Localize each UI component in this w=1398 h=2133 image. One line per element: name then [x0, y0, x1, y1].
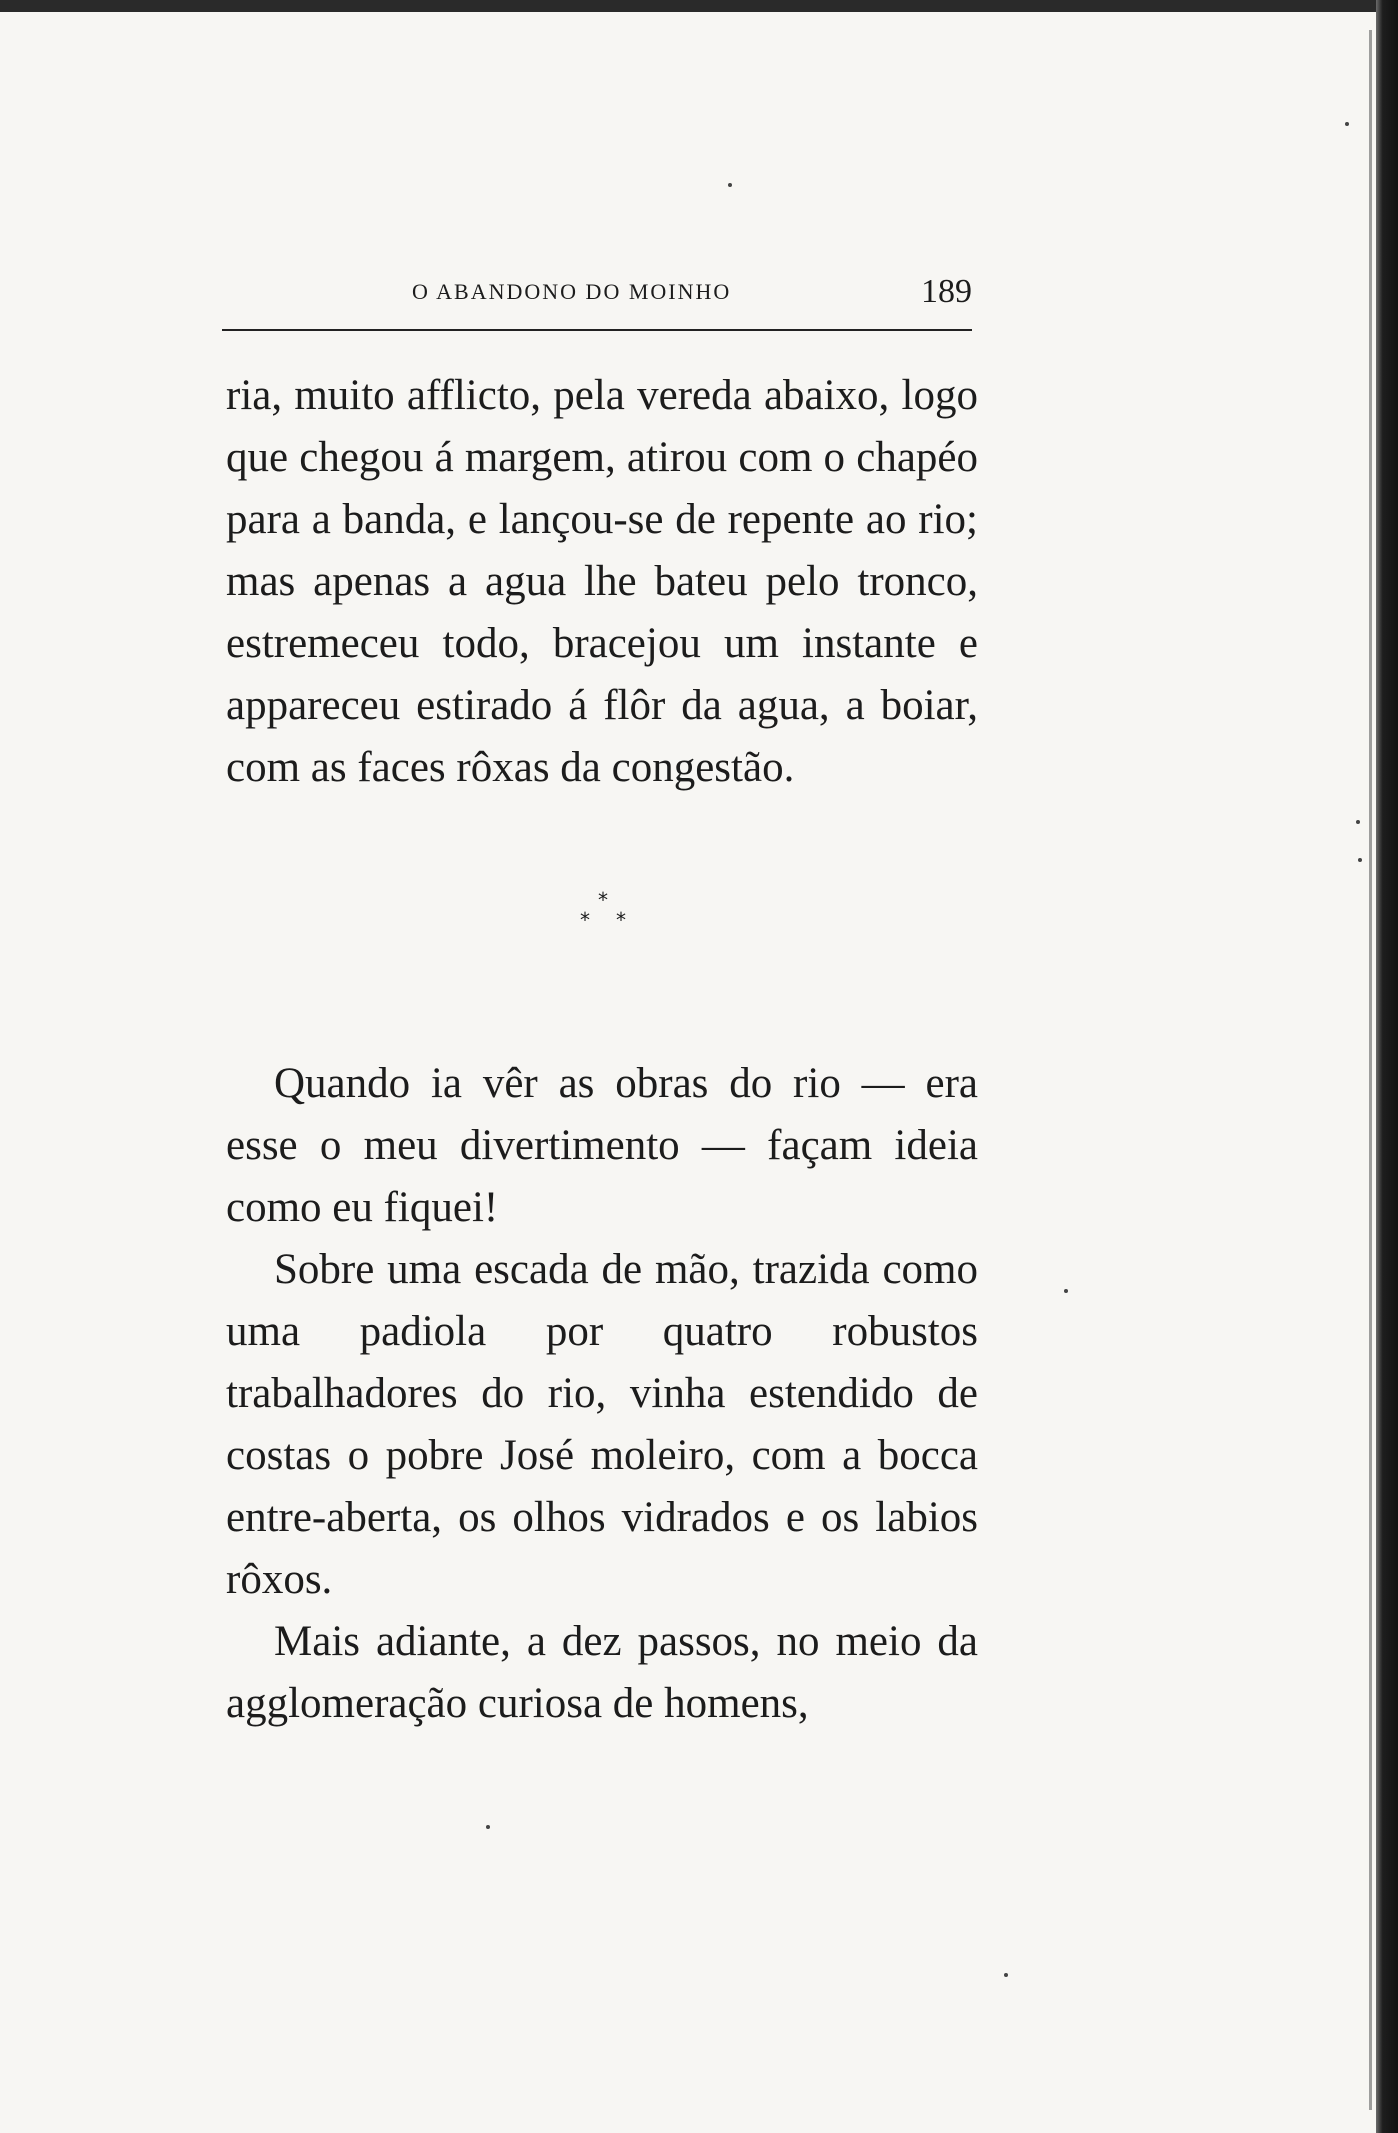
scan-top-border	[0, 0, 1398, 12]
running-title: O ABANDONO DO MOINHO	[412, 279, 732, 304]
scan-speck	[728, 183, 732, 187]
text-block-after-break	[226, 1053, 978, 1735]
header-rule	[222, 329, 972, 331]
asterism-section-break	[570, 886, 650, 942]
running-head	[222, 273, 972, 313]
scan-speck	[1345, 122, 1349, 126]
asterisk-icon: *	[616, 908, 626, 932]
paragraph: Quando ia vêr as obras do rio — era esse o meu divertimento — façam ideia como eu fiquei!	[226, 1060, 978, 1231]
scan-binding-line	[1369, 30, 1372, 2110]
scan-speck	[1358, 858, 1362, 862]
scan-speck	[1004, 1973, 1008, 1977]
asterisk-icon: *	[580, 908, 590, 932]
scan-speck	[1356, 820, 1360, 824]
scan-speck	[486, 1825, 490, 1829]
page-number: 189	[921, 273, 972, 310]
text-block-before-break	[226, 365, 978, 799]
asterisk-icon: *	[598, 888, 608, 912]
scan-binding-edge	[1376, 0, 1398, 2133]
paragraph: Mais adiante, a dez passos, no meio da agglomeração curiosa de homens,	[226, 1618, 978, 1727]
paragraph: Sobre uma escada de mão, trazida como uma padiola por quatro robustos trabalhadores do rio, vinha estendido de costas o pobre José moleiro, com a bocca entre-aberta, os olhos vidrados e os labios rôxos.	[226, 1246, 978, 1603]
scan-speck	[1064, 1289, 1068, 1293]
paragraph: ria, muito afflicto, pela vereda abaixo, logo que chegou á margem, atirou com o chapéo para a banda, e lançou-se de repente ao rio; mas apenas a agua lhe bateu pelo tronco, estremeceu todo, bracejou um instante e appareceu estirado á flôr da agua, a boiar, com as faces rôxas da congestão.	[226, 372, 978, 791]
